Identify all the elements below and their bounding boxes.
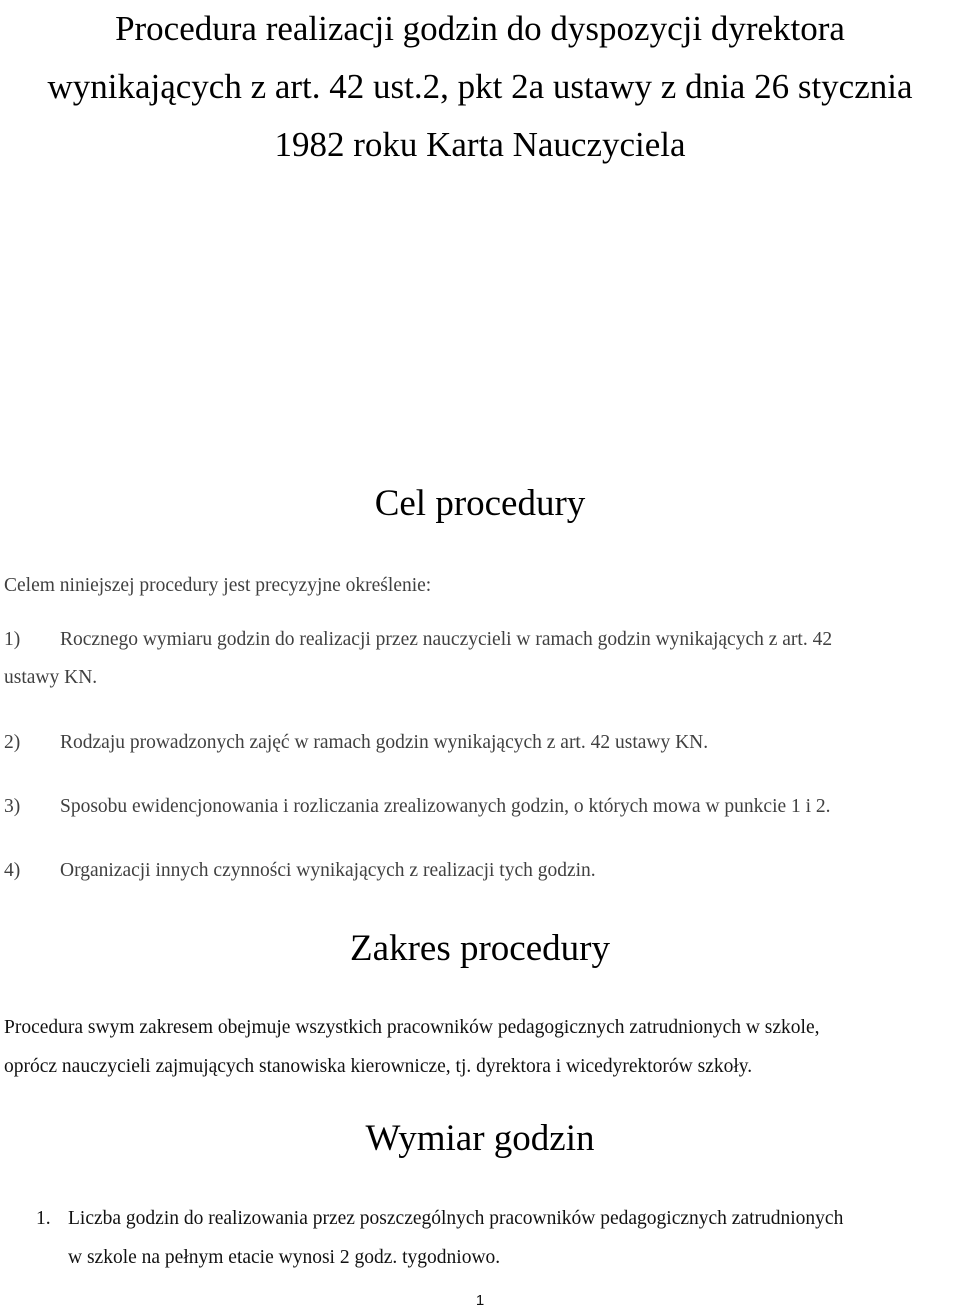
cel-item-2-text: Rodzaju prowadzonych zajęć w ramach godzin wynikających z art. 42 ustawy KN. [60,732,709,753]
section-heading-cel: Cel procedury [374,483,586,524]
cel-item-4 [4,859,930,883]
title-line-3: 1982 roku Karta Nauczyciela [274,125,686,164]
document-title [0,0,960,174]
title-line-2: wynikających z art. 42 ust.2, pkt 2a ustawy z dnia 26 stycznia [47,67,913,106]
cel-item-1 [4,628,930,690]
wymiar-item-1-line-1: Liczba godzin do realizowania przez poszczególnych pracowników pedagogicznych zatrudnionych [68,1208,844,1229]
wymiar-item-1-line-2: w szkole na pełnym etacie wynosi 2 godz. tygodniowo. [68,1247,501,1268]
zakres-line-2: oprócz nauczycieli zajmujących stanowiska kierownicze, tj. dyrektora i wicedyrektorów szkoły. [4,1056,753,1077]
cel-item-3-number: 3) [4,796,21,817]
zakres-paragraph [4,1008,940,1086]
title-line-1: Procedura realizacji godzin do dyspozycji dyrektora [115,9,845,48]
wymiar-item-1-number: 1. [36,1208,51,1229]
cel-item-3 [4,795,930,819]
cel-item-4-number: 4) [4,860,21,881]
wymiar-item-1 [36,1199,940,1277]
section-heading-wymiar: Wymiar godzin [365,1118,595,1159]
cel-intro: Celem niniejszej procedury jest precyzyjne określenie: [4,575,432,596]
section-heading-zakres: Zakres procedury [350,928,610,969]
zakres-line-1: Procedura swym zakresem obejmuje wszystkich pracowników pedagogicznych zatrudnionych w szkole, [4,1017,820,1038]
cel-item-1-text: Rocznego wymiaru godzin do realizacji przez nauczycieli w ramach godzin wynikających z art. 42 [60,629,833,650]
cel-item-2 [4,731,930,755]
cel-item-1-continuation: ustawy KN. [4,667,98,688]
cel-item-4-text: Organizacji innych czynności wynikających z realizacji tych godzin. [60,860,596,881]
page-number: 1 [475,1292,485,1309]
cel-item-3-text: Sposobu ewidencjonowania i rozliczania zrealizowanych godzin, o których mowa w punkcie 1 i 2. [60,796,831,817]
cel-item-2-number: 2) [4,732,21,753]
cel-item-1-number: 1) [4,629,21,650]
